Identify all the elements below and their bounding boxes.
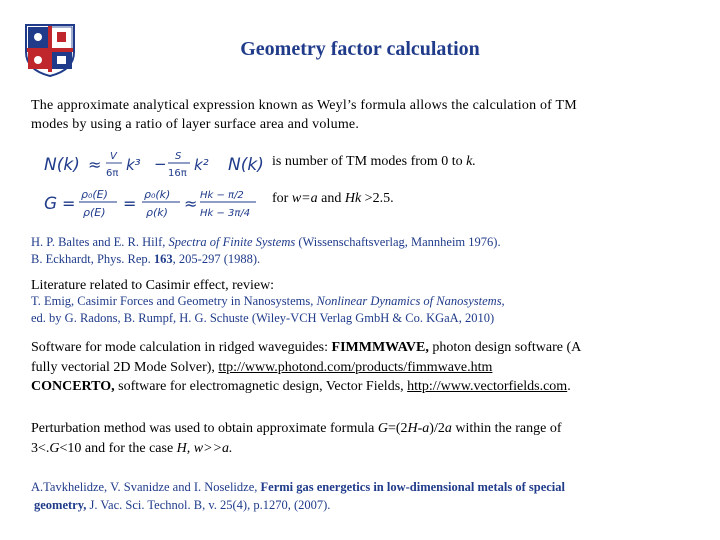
formula-k2: k² <box>194 156 209 174</box>
references-casimir <box>31 293 711 327</box>
formula-eq: = <box>62 194 76 213</box>
formula1-note-k: k. <box>466 154 476 169</box>
software-concerto: CONCERTO, <box>31 379 115 394</box>
cond-pre: for <box>272 191 292 206</box>
cond-hk: Hk <box>344 191 362 206</box>
ref-eckhardt-pages: , 205-297 (1988). <box>172 252 261 266</box>
software-line-1 <box>31 338 711 358</box>
intro-paragraph <box>31 96 711 134</box>
formula-den1: ρ(E) <box>83 206 106 219</box>
formula-k3: k³ <box>126 156 141 174</box>
photond-link[interactable]: ttp://www.photond.com/products/fimmwave.htm <box>218 359 493 375</box>
formula-num2: ρ₀(k) <box>144 188 171 201</box>
ref-baltes-title: Spectra of Finite Systems <box>168 235 296 249</box>
formula-approx2: ≈ <box>184 194 198 213</box>
formula-num1: ρ₀(E) <box>81 188 108 201</box>
perturb-lower: 3<. <box>31 440 50 456</box>
casimir-heading: Literature related to Casimir effect, review: <box>31 278 275 293</box>
perturb-a2: a <box>444 421 452 436</box>
software-concerto-desc: software for electromagnetic design, Vector Fields, <box>114 379 408 394</box>
ref-emig-author: T. Emig, Casimir Forces and Geometry in Nanosystems, <box>31 294 317 308</box>
software-intro: Software for mode calculation in ridged waveguides: <box>31 340 332 355</box>
formula1-note-text: is number of TM modes from 0 to <box>272 154 467 169</box>
intro-line-1: The approximate analytical expression known as Weyl’s formula allows the calculation of TM <box>31 98 577 113</box>
cond-post: >2.5. <box>361 191 394 206</box>
geometry-factor-formula <box>44 183 264 225</box>
formula-v: V <box>110 151 117 162</box>
ref-tav-journal: J. Vac. Sci. Technol. B, v. 25(4), p.1270, (2007). <box>86 498 331 512</box>
formula-g: G <box>44 194 58 214</box>
software-fimmwave: FIMMMWAVE, <box>331 340 429 355</box>
references-weyl <box>31 234 711 268</box>
perturbation-paragraph <box>31 419 711 458</box>
ref-tav-title-end: geometry, <box>34 498 87 512</box>
perturb-range: within the range of <box>451 421 562 436</box>
software-line-3 <box>31 377 711 397</box>
cond-w: w=a <box>291 191 318 206</box>
ref-baltes <box>31 234 711 251</box>
ref-baltes-publisher: (Wissenschaftsverlag, Mannheim 1976). <box>295 235 501 249</box>
ref-tav-authors: A.Tavkhelidze, V. Svanidze and I. Noselidze, <box>31 480 261 494</box>
formula-eq2: = <box>123 194 137 213</box>
formula-note-nk: N(k) <box>228 155 264 175</box>
vectorfields-link[interactable]: http://www.vectorfields.com <box>407 379 568 394</box>
software-fimmwave-desc: photon design software (A <box>428 340 582 355</box>
formula-6pi: 6π <box>106 168 119 179</box>
perturb-line-1 <box>31 419 711 439</box>
weyl-formula <box>44 147 284 183</box>
formula-den2: ρ(k) <box>146 206 168 219</box>
software-fimmwave-desc2: fully vectorial 2D Mode Solver), <box>31 359 219 375</box>
software-paragraph <box>31 338 711 397</box>
ref-tav-line-2 <box>31 496 711 514</box>
page-title: Geometry factor calculation <box>240 38 480 60</box>
perturb-g2: G <box>49 440 60 456</box>
formula-s: S <box>175 151 182 162</box>
formula-lhs: N(k) <box>44 155 80 175</box>
software-line-2 <box>31 358 711 378</box>
intro-line-2: modes by using a ratio of layer surface area and volume. <box>31 117 360 132</box>
perturb-minus: - <box>417 421 423 436</box>
ref-eckhardt-volume: 163 <box>153 252 173 266</box>
formula-minus: − <box>154 155 167 173</box>
perturb-upper: <10 and for the case <box>59 440 177 456</box>
ref-emig-book: Nonlinear Dynamics of Nanosystems, <box>316 294 505 308</box>
ref-baltes-authors: H. P. Baltes and E. R. Hilf, <box>31 235 169 249</box>
formula-approx: ≈ <box>88 155 102 174</box>
perturb-case: H, w>>a. <box>176 440 233 456</box>
formula1-note <box>272 152 476 171</box>
formula-16pi: 16π <box>168 168 187 179</box>
perturb-h: H <box>407 421 418 436</box>
perturb-line-2 <box>31 439 711 459</box>
ref-emig <box>31 293 711 310</box>
formula-num3: Hk − π/2 <box>200 190 244 201</box>
ref-tav-line-1 <box>31 478 711 496</box>
reference-tavkhelidze <box>31 478 711 514</box>
perturb-intro: Perturbation method was used to obtain approximate formula <box>31 421 378 436</box>
perturb-g: G <box>377 421 388 436</box>
ref-tav-title: Fermi gas energetics in low-dimensional metals of special <box>260 480 565 494</box>
formula-den3: Hk − 3π/4 <box>200 208 251 219</box>
ref-eckhardt-author: B. Eckhardt, Phys. Rep. <box>31 252 154 266</box>
ref-emig-editors: ed. by G. Radons, B. Rumpf, H. G. Schuste (Wiley-VCH Verlag GmbH & Co. KGaA, 2010) <box>31 311 495 325</box>
ref-eckhardt <box>31 251 711 268</box>
formula2-condition <box>272 189 394 208</box>
perturb-eq: =(2 <box>387 421 408 436</box>
perturb-a: a <box>422 421 430 436</box>
perturb-div: )/2 <box>429 421 445 436</box>
software-end-period: . <box>567 379 571 394</box>
cond-mid: and <box>317 191 345 206</box>
